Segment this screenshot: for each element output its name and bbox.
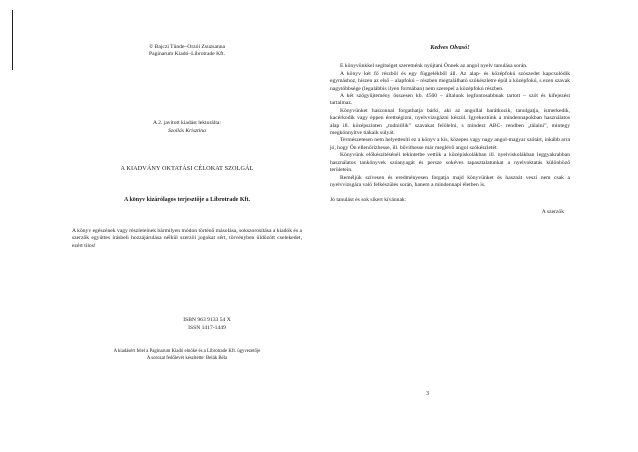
copyright-line-authors: © Bajczi Tünde–Orzói Zsuzsanna [148, 44, 226, 50]
greeting-heading: Kedves Olvasó! [430, 44, 470, 51]
paragraph-intro: E könyvünkkel segítséget szeretnénk nyújtani Önnek az angol nyelv tanulása során. [340, 63, 528, 70]
isbn-block [72, 316, 302, 332]
publisher-statement: A KIADVÁNY OKTATÁSI CÉLOKAT SZOLGÁL [120, 164, 254, 172]
footer-line-cover: A sorozat fedőlevét készítette: Belák Béla [146, 355, 228, 361]
isbn: ISBN 963 9133 54 X [183, 316, 231, 323]
editor-name: Szollás Krisztina [168, 127, 206, 134]
paragraph-structure: A könyv két fő részből és egy függelékből áll. Az alap- és középfokú szószedet kapcsolódik egymáshoz, hiszen az első – alapfokú – részben megtalálható szókészletre épül a középfokú, s ezen szavak nagytöbbsége (legalábbis ilyen formában) nem szerepel a középfokú részben. [330, 70, 570, 92]
copyright-block [72, 44, 302, 58]
legal-notice: A könyv egészének vagy részleteinek bármilyen módon történő másolása, sokszorosítása a kiadók és a szerzők együttes írásbeli hozzájárulása nélkül szerzői jogokat sért, törvényben üldözött cselekedet, ezért tilos! [72, 228, 302, 249]
exclusive-distributor: A könyv kizárólagos terjesztője a Librotrade Kft. [123, 197, 251, 204]
edition-line: A 2. javított kiadást lektorálta: [153, 120, 221, 127]
footer-note [72, 348, 302, 362]
page-number: 3 [426, 391, 429, 397]
paragraph-hope: Reméljük szívesen és eredményesen forgatja majd könyvünket és hasznát veszi nem csak a nyelvvizsgára való felkészülés során, hanem a mindennapi életben is. [330, 174, 570, 188]
paragraph-wordcount: A két szógyűjtemény összesen kb. 4500 – általunk legfontosabbnak tartott – szót és kifejezést tartalmaz. [330, 93, 570, 107]
binding-line [12, 10, 13, 70]
footer-line-responsible: A kiadásért felel a Paginarum Kiadó elnöke és a Librotrade Kft. ügyvezetője [113, 348, 261, 354]
left-page [72, 44, 302, 362]
closing-line: Jó tanulást és sok sikert kívánnak: [330, 197, 407, 204]
signature: A szerzők [541, 208, 564, 215]
paragraph-dictionary: Természetesen nem helyettesíti ez a könyv a kis, közepes vagy nagy angol-magyar szótárt, inkább arra jó, hogy Ön ellenőrizhesse, ill. bővíthesse már meglévő angol szókészletét. [330, 137, 570, 151]
paragraph-audience: Könyvünket haszonnal forgathatja bárki, aki az angollal barátkozik, tanulgatja, ismerkedik, kacérkodik vagy éppen érettségizni, nyelvvizsgázni készül. Igyekeztünk a mindennapokban használatos alap ill. középszinten „tudniillik” szavakat felölelni, s mindezt ABC- rendben „tálalni”, mintegy megkönnyítve tiákaik súlyát. [330, 107, 570, 137]
edition-block [72, 120, 302, 134]
copyright-line-publisher: Paginarum Kiadó–Librotrade Kft. [149, 51, 225, 58]
right-page [330, 44, 570, 216]
paragraph-preparation: Könyvünk előkészítésénél tekintetbe vettük a középiskolákban ill. nyelviskolákban leggyakrabban használatos tankönyvek szóanyagát és persze sokéves tapasztalatunkat a nyelvoktatás különböző területein. [330, 152, 570, 174]
issn: ISSN 1417-1449 [188, 324, 226, 331]
